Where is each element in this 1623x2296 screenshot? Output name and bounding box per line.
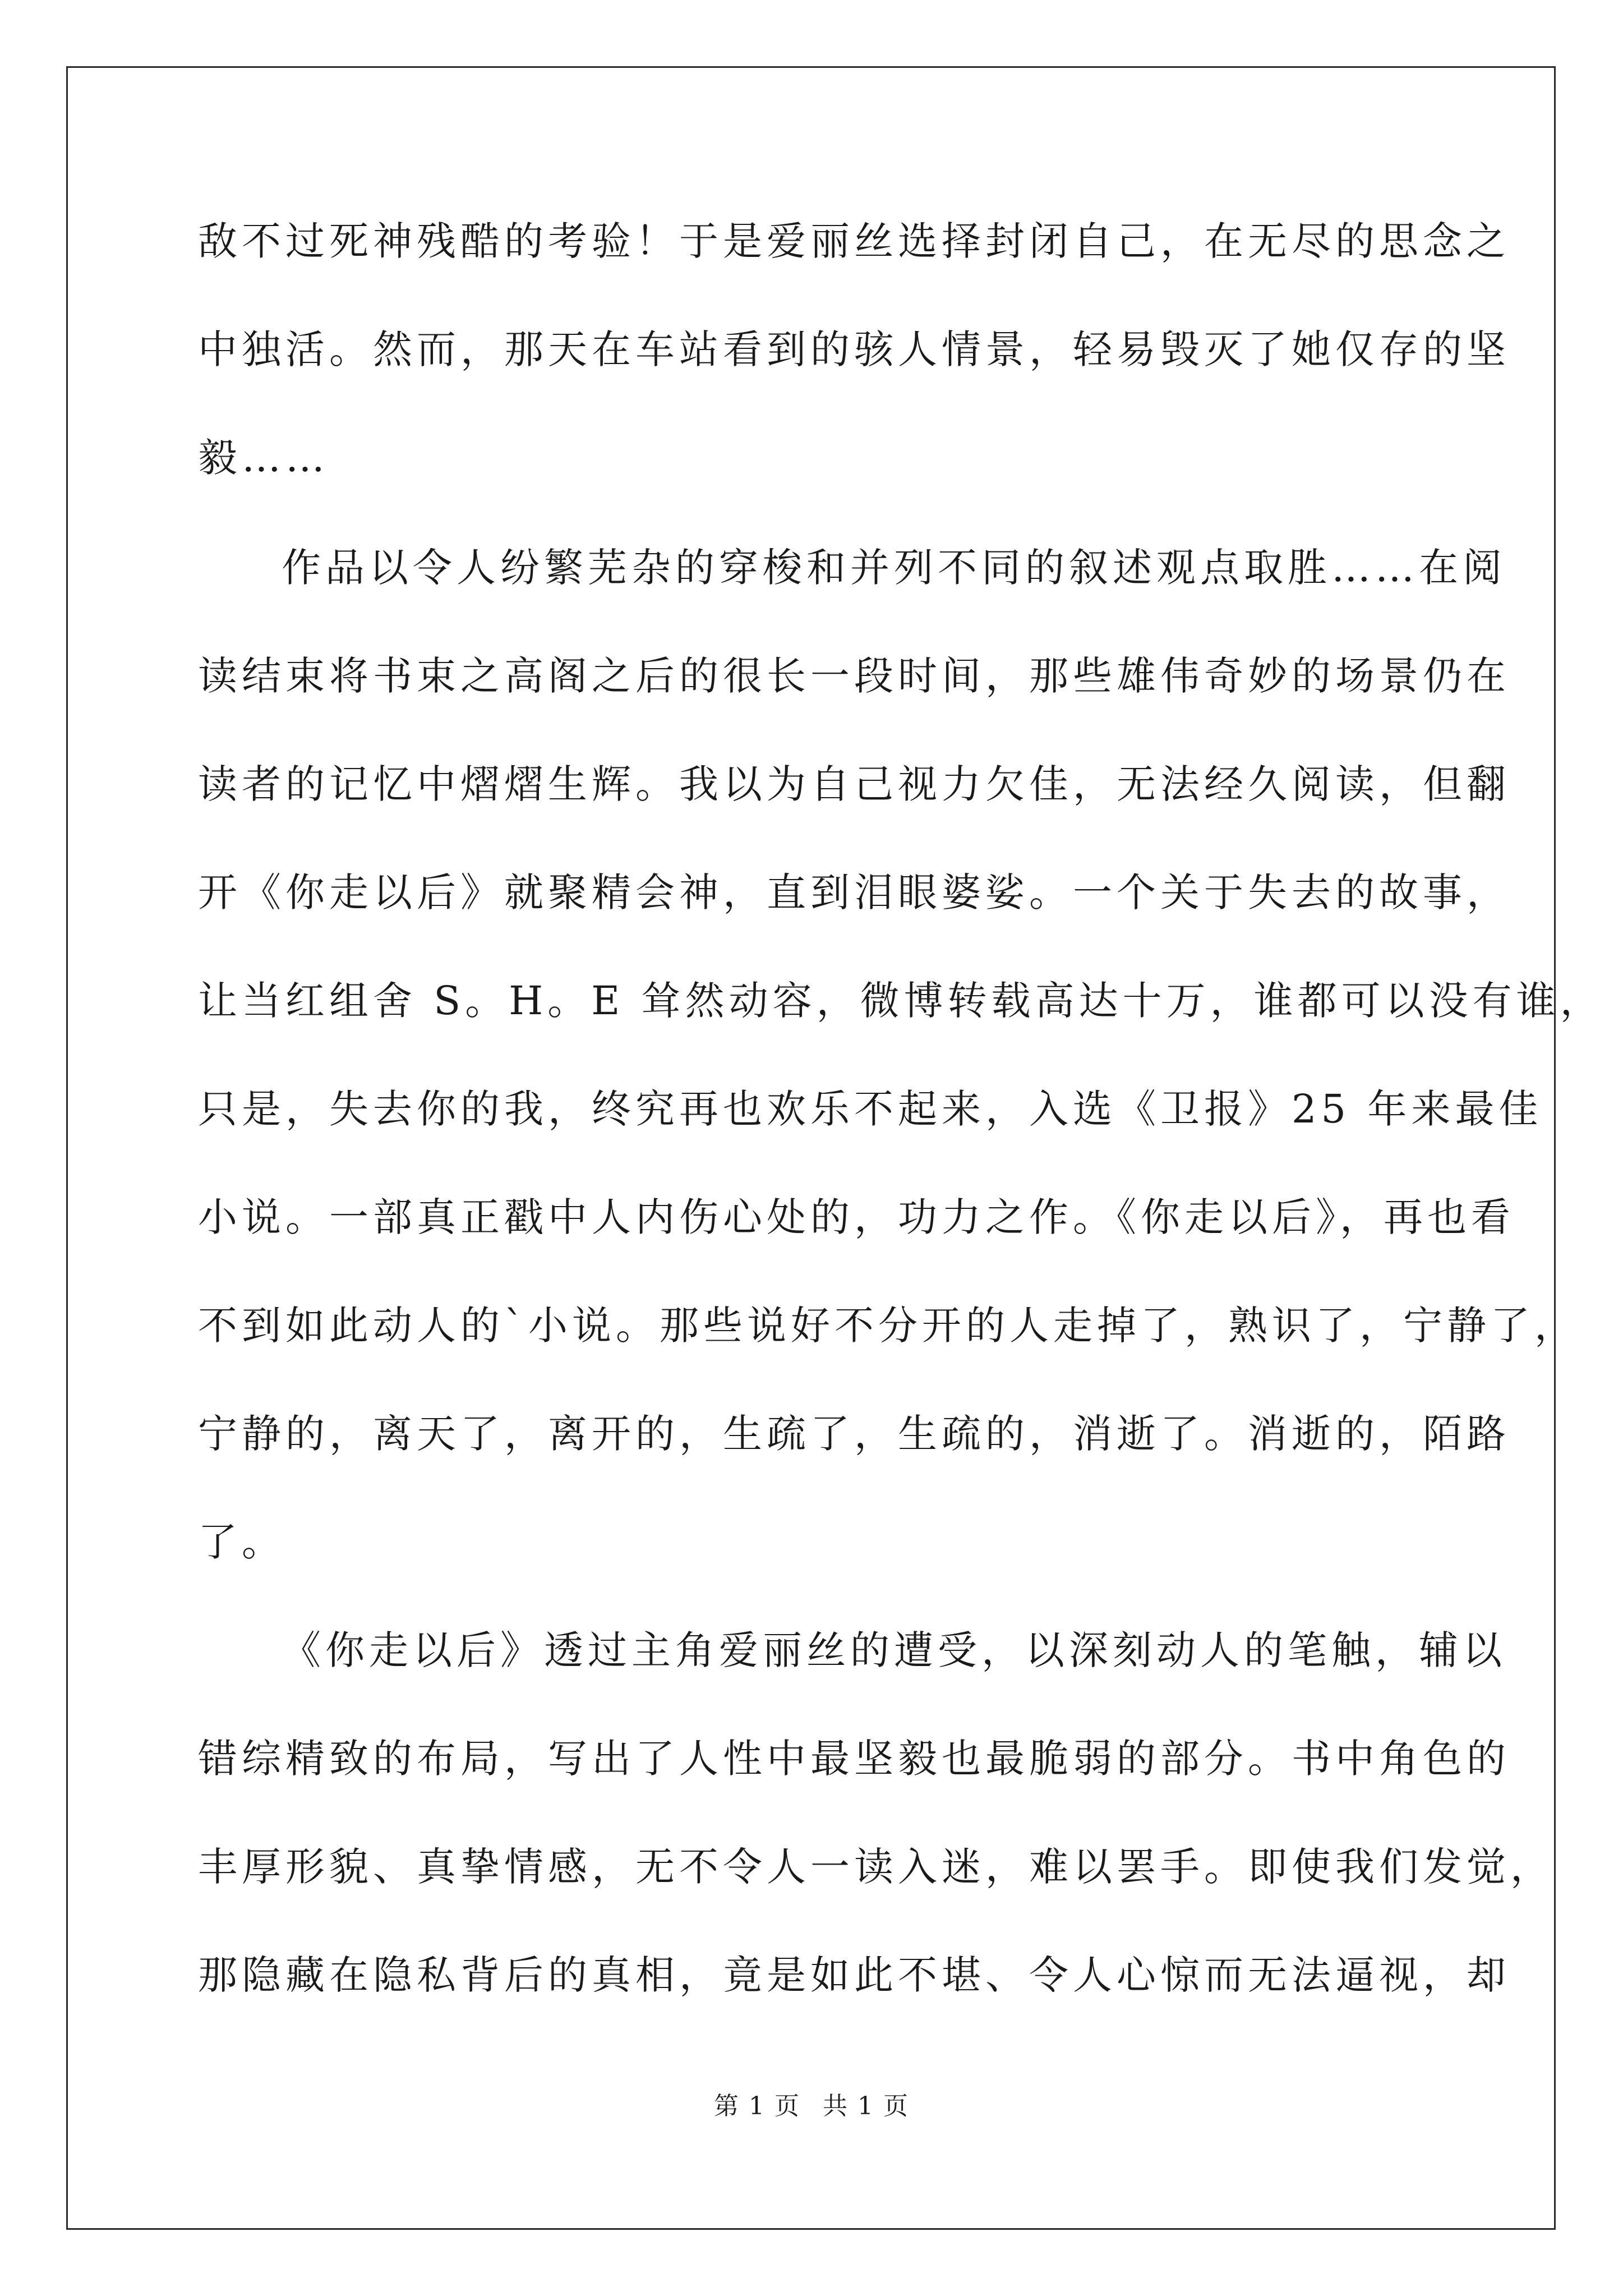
text-line: 敌不过死神残酷的考验！于是爱丽丝选择封闭自己，在无尽的思念之 [198, 218, 1510, 264]
page-border [66, 66, 1556, 2230]
page-total: 共 1 页 [823, 2092, 909, 2120]
text-line: 让当红组舍 S。H。E 耸然动容，微博转载高达十万，谁都可以没有谁， [198, 978, 1604, 1024]
text-line: 《你走以后》透过主角爱丽丝的遭受，以深刻动人的笔触，辅以 [282, 1627, 1506, 1673]
text-line: 了。 [198, 1519, 285, 1565]
text-line: 毅…… [198, 435, 329, 481]
text-line: 错综精致的布局，写出了人性中最坚毅也最脆弱的部分。书中角色的 [198, 1736, 1510, 1782]
page-footer [0, 2090, 1623, 2123]
text-line: 作品以令人纷繁芜杂的穿梭和并列不同的叙述观点取胜……在阅 [282, 545, 1506, 591]
text-line: 读者的记忆中熠熠生辉。我以为自己视力欠佳，无法经久阅读，但翻 [198, 761, 1510, 807]
text-line: 开《你走以后》就聚精会神，直到泪眼婆娑。一个关于失去的故事， [198, 869, 1510, 915]
page-number: 第 1 页 [714, 2092, 800, 2120]
text-line: 小说。一部真正戳中人内伤心处的，功力之作。《你走以后》，再也看 [198, 1194, 1515, 1240]
text-line: 宁静的，离天了，离开的，生疏了，生疏的，消逝了。消逝的，陌路 [198, 1411, 1510, 1457]
text-line: 中独活。然而，那天在车站看到的骇人情景，轻易毁灭了她仅存的坚 [198, 326, 1510, 372]
text-line: 那隐藏在隐私背后的真相，竟是如此不堪、令人心惊而无法逼视，却 [198, 1952, 1510, 1998]
text-line: 只是，失去你的我，终究再也欢乐不起来，入选《卫报》25 年来最佳 [198, 1086, 1543, 1132]
text-line: 读结束将书束之高阁之后的很长一段时间，那些雄伟奇妙的场景仍在 [198, 653, 1510, 699]
text-line: 丰厚形貌、真挚情感，无不令人一读入迷，难以罢手。即使我们发觉， [198, 1844, 1554, 1890]
text-line: 不到如此动人的`小说。那些说好不分开的人走掉了，熟识了，宁静了， [198, 1303, 1578, 1349]
